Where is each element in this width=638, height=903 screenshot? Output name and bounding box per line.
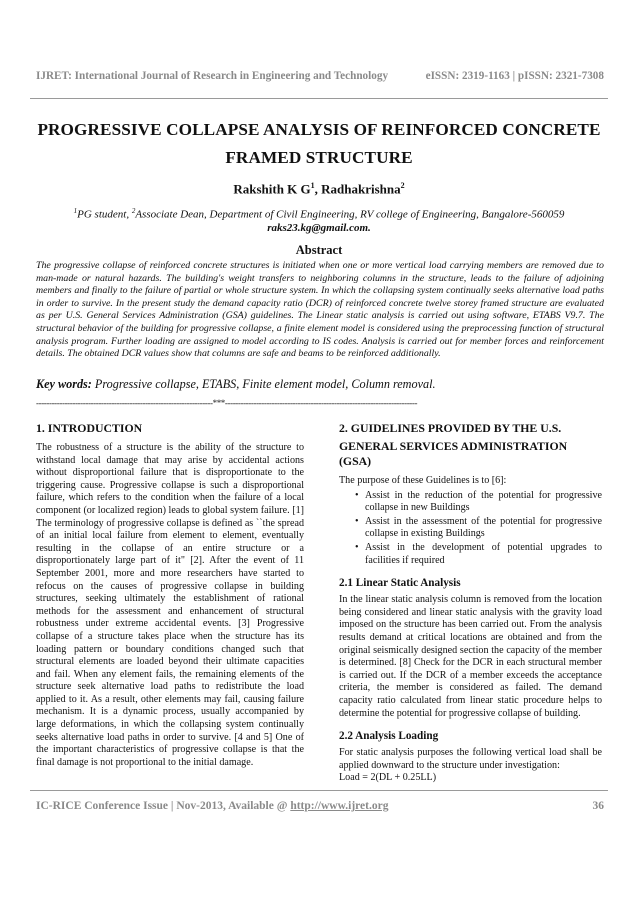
footer-left	[36, 800, 388, 812]
author-2-name: Radhakrishna	[321, 181, 401, 197]
gsa-heading-line-2: GENERAL SERVICES ADMINISTRATION (GSA)	[339, 439, 568, 468]
header-rule	[30, 98, 608, 99]
bullet-icon: •	[355, 515, 359, 527]
introduction-text: The robustness of a structure is the ability of the structure to withstand local damage that may arise by accidental actions without disproportional failure that is disproportionate to the triggering cause. Progressive collapse is such a disproportional failure, which refers to the condition when the failure of a local component (or localized region) leads to global system failure. [1] The terminology of progressive collapse is defined as ``the spread of an initial local failure from element to element, eventually resulting in the collapse of an entire structure or a disproportionately large part of it" [2]. After the event of 11 September 2001, more and more researchers have started to refocus on the causes of progressive collapse in building structures, seeking ultimately the establishment of rational methods for the assessment and enhancement of structural robustness under extreme accidental events. [3] Progressive collapse of a structure takes place when the structure has its loading pattern or boundary conditions changed such that structural elements are loaded beyond their ultimate capacities and fail. When any element fails, the remaining elements of the structure seek alternative load paths to redistribute the load applied to it. As a result, other elements may fail, causing failure mechanism. It is a dynamic process, usually accompanied by large deformations, in which the collapsing system continually seeks alternative load paths in order to survive. [4 and 5] One of the important characteristics of progressive collapse is that the final damage is not proportional to the initial damage.	[36, 442, 304, 768]
gsa-intro: The purpose of these Guidelines is to [6]:	[339, 475, 507, 486]
title-line-1: PROGRESSIVE COLLAPSE ANALYSIS OF REINFORCED CONCRETE	[37, 120, 601, 139]
affiliation-sup-2: 2	[131, 207, 136, 215]
list-item	[355, 515, 602, 541]
keywords-label: Key words:	[36, 377, 92, 391]
list-item	[355, 489, 602, 515]
keywords-text: Progressive collapse, ETABS, Finite element model, Column removal.	[91, 377, 436, 391]
linear-static-heading: 2.1 Linear Static Analysis	[339, 577, 461, 590]
author-email: raks23.kg@gmail.com.	[267, 222, 371, 234]
affiliation-part-1: PG student,	[77, 208, 132, 221]
bullet-text: Assist in the reduction of the potential for progressive collapse in new Buildings	[365, 489, 602, 514]
left-column	[36, 421, 304, 769]
bullet-text: Assist in the development of potential upgrades to facilities if required	[365, 541, 602, 566]
author-2-sup: 2	[400, 181, 405, 190]
gsa-heading-line-1: 2. GUIDELINES PROVIDED BY THE U.S.	[339, 421, 562, 435]
author-list	[0, 181, 638, 197]
journal-link[interactable]: http://www.ijret.org	[290, 800, 389, 812]
linear-static-text: In the linear static analysis column is removed from the location being considered and linear static analysis with the gravity load imposed on the structure has been carried out. From the analysis results demand at critical locations are obtained and from the original seismically designed section the capacity of the member is determined. [8] Check for the DCR in each structural member is carried out. If the DCR of a member exceeds the acceptance criteria, the member is considered as failed. The demand capacity ratio calculated from linear static procedure helps to determine the potential for progressive collapse of building.	[339, 594, 602, 719]
bullet-icon: •	[355, 541, 359, 553]
title-line-2: FRAMED STRUCTURE	[225, 148, 413, 167]
right-column	[339, 421, 602, 785]
abstract-heading: Abstract	[295, 243, 343, 257]
running-header	[36, 70, 604, 82]
affiliation-part-2: Associate Dean, Department of Civil Engineering, RV college of Engineering, Bangalore-560059	[135, 208, 565, 221]
gsa-heading	[339, 421, 602, 469]
abstract-text: The progressive collapse of reinforced concrete structures is initiated when one or more vertical load carrying members are removed due to man-made or natural hazards. The building's weight transfers to neighboring columns in the structure, leads to the failure of adjoining members and finally to the failure of partial or whole structure system. In which the collapsing system continually seeks alternative load paths in order to survive. In the present study the demand capacity ratio (DCR) of reinforced concrete twelve storey framed structure are evaluated as per U.S. General Services Administration (GSA) guidelines. The Linear static analysis is carried out using software, ETABS V9.7. The structural behavior of the building for progressive collapse, a finite element model is considered using the preprocessing function of structural analysis program. Further loading are assigned to model according to IS codes. Analysis is carried out for member forces and reinforcement details. The obtained DCR values show that columns are safe and beams to be reinforced additionally.	[36, 260, 604, 360]
bullet-text: Assist in the assessment of the potential for progressive collapse in existing Buildings	[365, 515, 602, 540]
list-item	[355, 541, 602, 567]
author-1-sup: 1	[310, 181, 315, 190]
author-1-name: Rakshith K G	[233, 181, 311, 197]
footer-rule	[30, 790, 608, 791]
running-footer	[36, 800, 604, 812]
footer-conference: IC-RICE Conference Issue | Nov-2013, Available @	[36, 800, 291, 812]
issn-info: eISSN: 2319-1163 | pISSN: 2321-7308	[425, 70, 604, 82]
analysis-loading-heading: 2.2 Analysis Loading	[339, 730, 439, 743]
gsa-bullet-list	[339, 490, 602, 568]
journal-name: IJRET: International Journal of Research in Engineering and Technology	[36, 70, 389, 82]
keywords	[36, 377, 604, 392]
affiliation	[30, 207, 608, 221]
introduction-heading: 1. INTRODUCTION	[36, 421, 143, 435]
section-divider: --------------------------------------------------------------------***--------------------------------------------------------------------------	[36, 398, 418, 408]
affiliation-sup-1: 1	[73, 207, 78, 215]
bullet-icon: •	[355, 489, 359, 501]
page-number: 36	[592, 800, 604, 812]
load-formula: Load = 2(DL + 0.25LL)	[339, 772, 437, 784]
paper-title	[30, 116, 608, 172]
analysis-loading-text: For static analysis purposes the following vertical load shall be applied downward to the structure under investigation:	[339, 747, 602, 771]
author-separator: ,	[314, 181, 322, 197]
